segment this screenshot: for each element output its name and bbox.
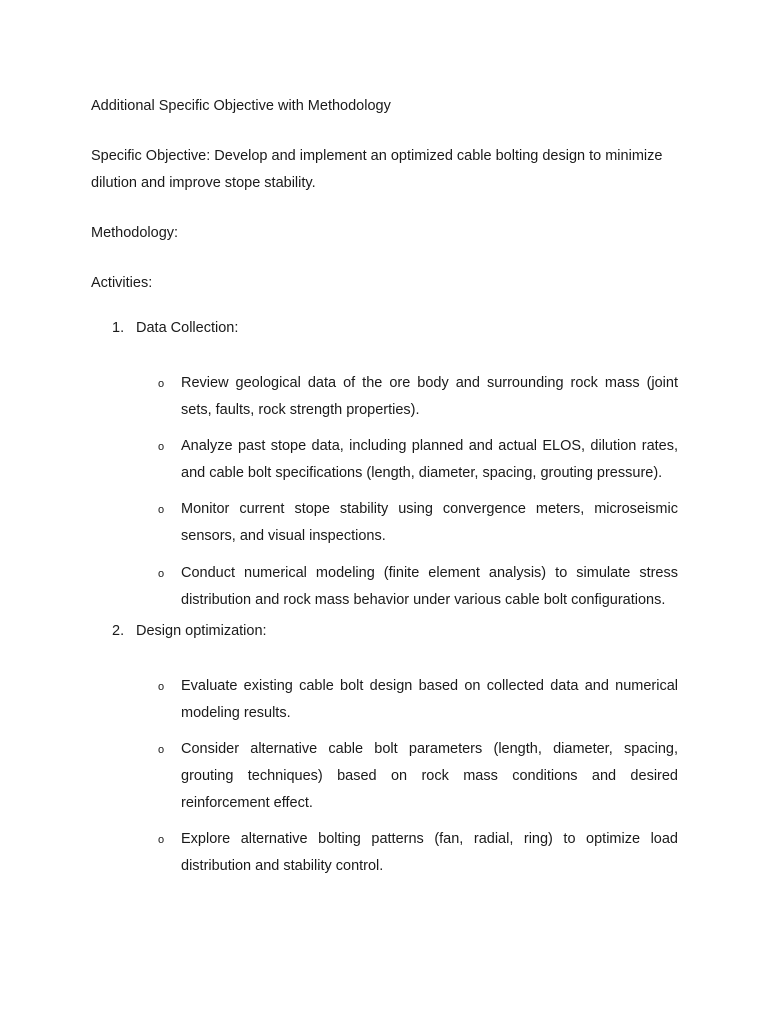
methodology-heading: Methodology: [91, 225, 179, 241]
bullet-circle-icon: o [158, 504, 165, 516]
section-number: 2. [112, 623, 125, 639]
section-heading: Data Collection: [136, 320, 239, 336]
section-heading: Design optimization: [136, 623, 267, 639]
bullet-circle-icon: o [158, 681, 165, 693]
list-item-text: Consider alternative cable bolt parameters (length, diameter, spacing, grouting techniques) based on rock mass conditions and desired reinforcement effect. [181, 741, 678, 811]
list-item-text: Monitor current stope stability using convergence meters, microseismic sensors, and visual inspections. [181, 501, 678, 544]
list-item-text: Analyze past stope data, including planned and actual ELOS, dilution rates, and cable bolt specifications (length, diameter, spacing, grouting pressure). [181, 438, 678, 481]
specific-objective: Specific Objective: Develop and implement an optimized cable bolting design to minimize dilution and improve stope stability. [91, 148, 663, 191]
list-item-text: Review geological data of the ore body and surrounding rock mass (joint sets, faults, rock strength properties). [181, 375, 678, 418]
document-title: Additional Specific Objective with Methodology [91, 98, 391, 114]
bullet-circle-icon: o [158, 744, 165, 756]
section-data-collection [112, 320, 238, 336]
section-design-optimization [112, 623, 267, 639]
bullet-circle-icon: o [158, 834, 165, 846]
list-item-text: Explore alternative bolting patterns (fan, radial, ring) to optimize load distribution and stability control. [181, 831, 678, 874]
bullet-circle-icon: o [158, 378, 165, 390]
list-item-text: Conduct numerical modeling (finite element analysis) to simulate stress distribution and rock mass behavior under various cable bolt configurations. [181, 565, 678, 608]
bullet-circle-icon: o [158, 441, 165, 453]
bullet-circle-icon: o [158, 568, 165, 580]
list-item-text: Evaluate existing cable bolt design based on collected data and numerical modeling results. [181, 678, 678, 721]
activities-heading: Activities: [91, 275, 153, 291]
section-number: 1. [112, 320, 125, 336]
